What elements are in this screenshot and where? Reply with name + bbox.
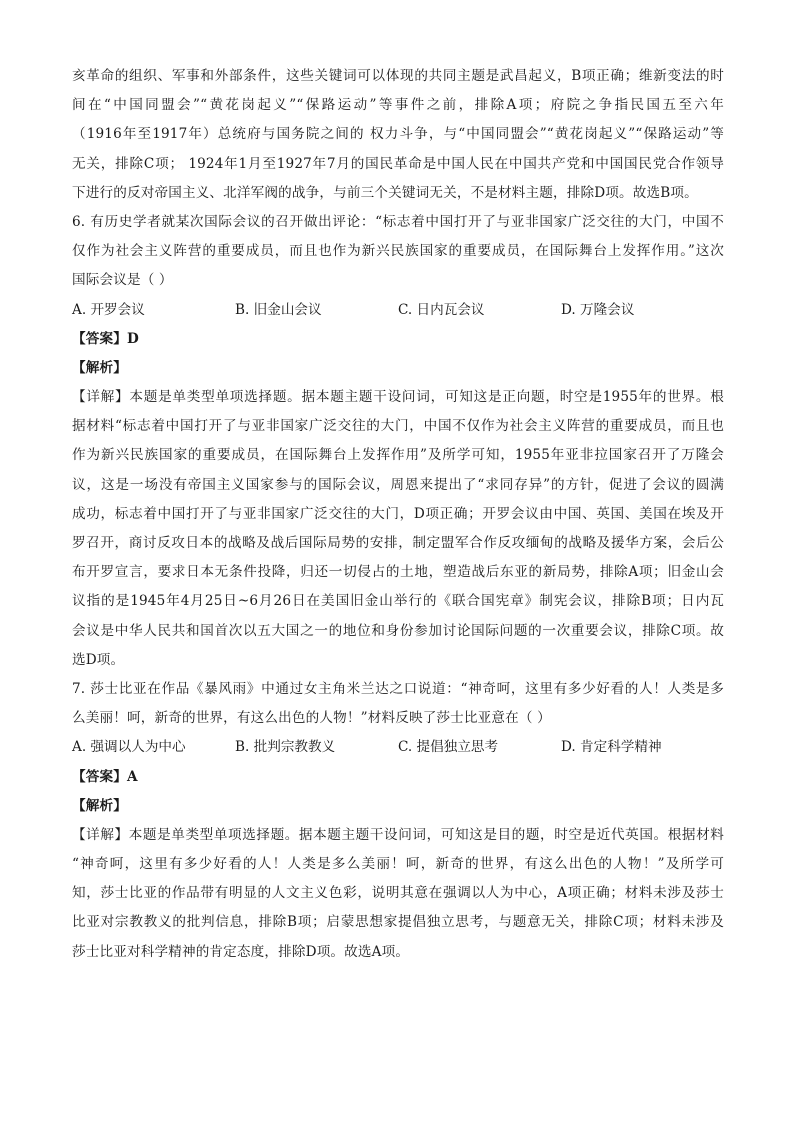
text-line: 无关，排除C项； 1924年1月至1927年7月的国民革命是中国人民在中国共产党和中国国民党合作领导 bbox=[72, 155, 724, 172]
detail-explanation bbox=[72, 821, 724, 967]
detail-line: “神奇呵，这里有多少好看的人！人类是多么美丽！呵，新奇的世界，有这么出色的人物！”及所学可 bbox=[72, 856, 724, 873]
text-line: （1916年至1917年）总统府与国务院之间的 权力斗争，与“中国同盟会”“黄花岗起义”“保路运动”等 bbox=[72, 126, 724, 143]
detail-line: 议指的是1945年4月25日~6月26日在美国旧金山举行的《联合国宪章》制宪会议，排除B项；日内瓦 bbox=[72, 593, 724, 610]
option-d: D. 肯定科学精神 bbox=[561, 739, 662, 756]
question-options bbox=[72, 733, 724, 762]
option-c: C. 提倡独立思考 bbox=[398, 739, 499, 756]
detail-line: 罗召开，商讨反攻日本的战略及战后国际局势的安排，制定盟军合作反攻缅甸的战略及援华方案，会后公 bbox=[72, 535, 724, 551]
option-b: B. 旧金山会议 bbox=[235, 301, 322, 318]
detail-line: 知，莎士比亚的作品带有明显的人文主义色彩，说明其意在强调以人为中心，A项正确；材料未涉及莎士 bbox=[72, 885, 724, 902]
analysis-label: 【解析】 bbox=[72, 359, 127, 376]
previous-answer-continuation bbox=[72, 62, 724, 208]
detail-line: 会议是中华人民共和国首次以五大国之一的地位和身份参加讨论国际问题的一次重要会议，排除C项。故 bbox=[72, 622, 724, 639]
text-line: 亥革命的组织、军事和外部条件，这些关键词可以体现的共同主题是武昌起义，B项正确；维新变法的时 bbox=[72, 68, 724, 84]
question-stem-line: 仅作为社会主义阵营的重要成员，而且也作为新兴民族国家的重要成员，在国际舞台上发挥作用。”这次 bbox=[72, 243, 724, 260]
detail-line: 据材料“标志着中国打开了与亚非国家广泛交往的大门，中国不仅作为社会主义阵营的重要成员，而且也 bbox=[72, 418, 724, 435]
text-line: 间在“中国同盟会”“黄花岗起义”“保路运动”等事件之前，排除A项；府院之争指民国五至六年 bbox=[72, 97, 724, 114]
option-a: A. 开罗会议 bbox=[72, 301, 145, 318]
text-line: 下进行的反对帝国主义、北洋军阀的战争，与前三个关键词无关，不是材料主题，排除D项。故选B项。 bbox=[72, 184, 698, 201]
detail-line: 【详解】本题是单类型单项选择题。据本题主题干设问词，可知这是正向题，时空是1955年的世界。根 bbox=[72, 389, 724, 406]
question-7 bbox=[72, 675, 724, 967]
question-6 bbox=[72, 208, 724, 675]
detail-line: 布开罗宣言，要求日本无条件投降，归还一切侵占的土地，塑造战后东亚的新局势，排除A项；旧金山会 bbox=[72, 564, 724, 581]
detail-line: 成功，标志着中国打开了与亚非国家广泛交往的大门，D项正确；开罗会议由中国、英国、美国在埃及开 bbox=[72, 505, 724, 522]
answer-label: 【答案】D bbox=[72, 330, 139, 347]
option-c: C. 日内瓦会议 bbox=[398, 301, 485, 318]
question-stem-line: 么美丽！呵，新奇的世界，有这么出色的人物！”材料反映了莎士比亚意在（ ） bbox=[72, 710, 551, 727]
analysis-label: 【解析】 bbox=[72, 797, 127, 814]
question-stem-line: 6. 有历史学者就某次国际会议的召开做出评论：“标志着中国打开了与亚非国家广泛交往的大门，中国不 bbox=[72, 213, 724, 230]
detail-explanation bbox=[72, 383, 724, 675]
detail-line: 莎士比亚对科学精神的肯定态度，排除D项。故选A项。 bbox=[72, 943, 410, 960]
question-stem-line: 7. 莎士比亚在作品《暴风雨》中通过女主角米兰达之口说道：“神奇呵，这里有多少好看的人！人类是多 bbox=[72, 680, 724, 697]
detail-line: 作为新兴民族国家的重要成员，在国际舞台上发挥作用”及所学可知，1955年亚非拉国家召开了万隆会 bbox=[72, 447, 724, 464]
detail-line: 【详解】本题是单类型单项选择题。据本题主题干设问词，可知这是目的题，时空是近代英国。根据材料 bbox=[72, 826, 724, 843]
option-d: D. 万隆会议 bbox=[561, 301, 635, 318]
question-options bbox=[72, 296, 724, 325]
detail-line: 比亚对宗教教义的批判信息，排除B项；启蒙思想家提倡独立思考，与题意无关，排除C项；材料未涉及 bbox=[72, 914, 724, 931]
detail-line: 议，这是一场没有帝国主义国家参与的国际会议，周恩来提出了“求同存异”的方针，促进了会议的圆满 bbox=[72, 476, 724, 493]
answer-label: 【答案】A bbox=[72, 768, 138, 785]
option-b: B. 批判宗教教义 bbox=[235, 739, 336, 756]
question-stem-line: 国际会议是（ ） bbox=[72, 272, 173, 289]
document-page bbox=[72, 62, 724, 967]
detail-line: 选D项。 bbox=[72, 651, 125, 668]
option-a: A. 强调以人为中心 bbox=[72, 739, 186, 756]
